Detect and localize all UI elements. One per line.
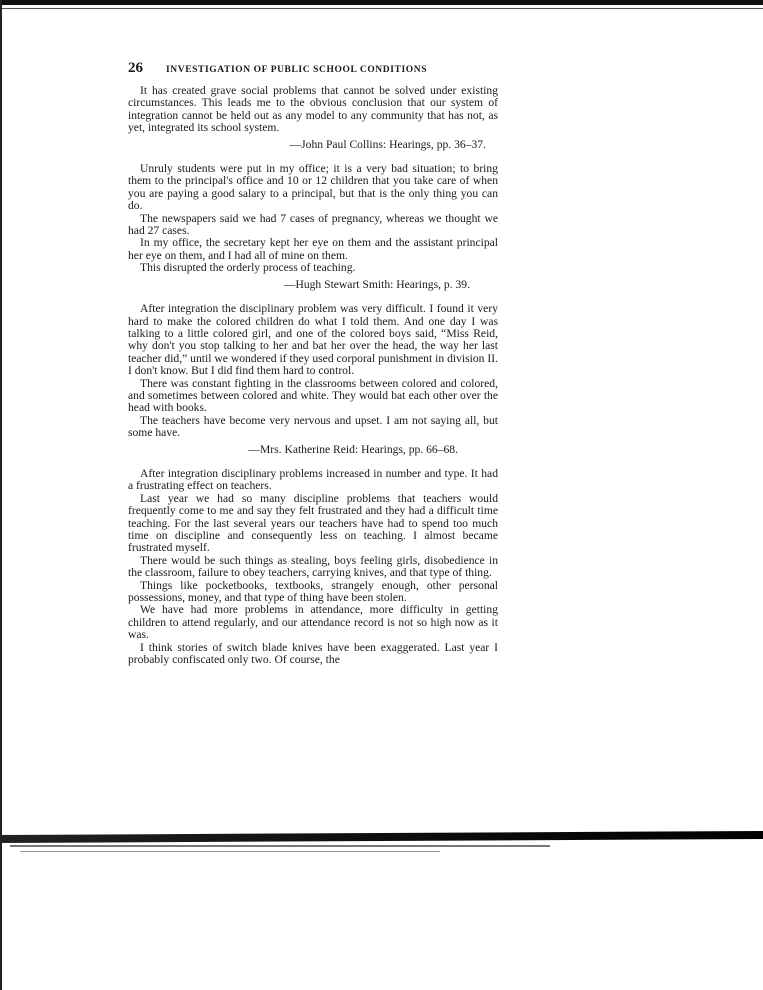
paragraph: There would be such things as stealing, boys feeling girls, disobedience in the classroom, failure to obey teachers, carrying knives, and that type of thing. xyxy=(128,553,498,580)
page-number: 26 xyxy=(128,60,143,76)
testimony-section-3 xyxy=(128,303,498,456)
paragraph: In my office, the secretary kept her eye on them and the assistant principal her eye on them, and I had all of mine on them. xyxy=(128,236,498,262)
attribution: —John Paul Collins: Hearings, pp. 36–37. xyxy=(289,137,486,151)
scan-top-border xyxy=(0,0,763,5)
paragraph: There was constant fighting in the classrooms between colored and colored, and sometimes between colored and white. They would bat each other over the head with books. xyxy=(128,376,498,415)
paragraph: I think stories of switch blade knives have been exaggerated. Last year I probably confiscated only two. Of course, the xyxy=(128,640,498,667)
paragraph: We have had more problems in attendance, more difficulty in getting children to attend regularly, and our attendance record is not so high now as it was. xyxy=(128,603,498,642)
testimony-section-1 xyxy=(128,85,498,151)
scan-bottom-border-line xyxy=(10,845,550,847)
paragraph: It has created grave social problems that cannot be solved under existing circumstances. This leads me to the obvious conclusion that our system of integration cannot be held out as any model to any community that has not, as yet, integrated its school system. xyxy=(128,84,498,135)
paragraph: Things like pocketbooks, textbooks, strangely enough, other personal possessions, money, and that type of thing have been stolen. xyxy=(128,578,498,605)
document-page xyxy=(128,60,498,666)
testimony-section-2 xyxy=(128,163,498,291)
attribution: —Mrs. Katherine Reid: Hearings, pp. 66–68. xyxy=(248,442,458,456)
paragraph: Last year we had so many discipline problems that teachers would frequently come to me and say they felt frustrated and they had a difficult time teaching. For the last several years our teachers have had to spend too much time on discipline and consequently less on teaching. I almost became frustrated myself. xyxy=(128,491,498,555)
paragraph: After integration the disciplinary problem was very difficult. I found it very hard to make the colored children do what I told them. And one day I was talking to a little colored girl, and one of the colored boys said, “Miss Reid, why don't you stop talking to her and bat her over the head, the way her last teacher did,” until we wondered if they used corporal punishment in division II. I don't know. But I did find them hard to control. xyxy=(128,302,498,378)
paragraph: Unruly students were put in my office; it is a very bad situation; to bring them to the principal's office and 10 or 12 children that you take care of when you are paying a good salary to a principal, but that is the only thing you can do. xyxy=(128,162,498,213)
paragraph: The newspapers said we had 7 cases of pregnancy, whereas we thought we had 27 cases. xyxy=(128,211,498,238)
attribution: —Hugh Stewart Smith: Hearings, p. 39. xyxy=(283,277,470,291)
paragraph: This disrupted the orderly process of teaching. xyxy=(140,261,356,275)
testimony-section-4 xyxy=(128,468,498,667)
paragraph: After integration disciplinary problems increased in number and type. It had a frustrating effect on teachers. xyxy=(128,466,498,493)
paragraph: The teachers have become very nervous and upset. I am not saying all, but some have. xyxy=(128,413,498,440)
page-header xyxy=(128,60,498,77)
running-title: INVESTIGATION OF PUBLIC SCHOOL CONDITIONS xyxy=(166,65,428,75)
scan-bottom-border-line xyxy=(20,851,440,852)
scan-bottom-border xyxy=(0,831,763,843)
scan-top-border-line xyxy=(0,8,763,9)
